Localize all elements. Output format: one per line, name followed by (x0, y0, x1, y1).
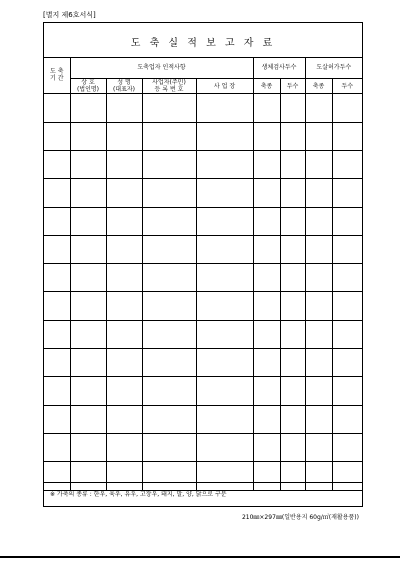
table-cell[interactable] (305, 207, 332, 235)
table-cell[interactable] (142, 264, 196, 292)
table-cell[interactable] (305, 320, 332, 348)
table-row (44, 320, 362, 348)
bottom-rule (0, 556, 400, 558)
table-cell[interactable] (196, 433, 253, 461)
table-cell[interactable] (305, 94, 332, 122)
table-row (44, 94, 362, 122)
header-permit-livestock-type: 축종 (305, 79, 332, 94)
table-cell[interactable] (106, 264, 142, 292)
table-cell[interactable] (253, 94, 280, 122)
header-live-livestock-type: 축종 (253, 79, 280, 94)
table-cell[interactable] (280, 179, 305, 207)
table-cell[interactable] (44, 179, 70, 207)
table-cell[interactable] (280, 264, 305, 292)
table-cell[interactable] (70, 292, 106, 320)
table-cell[interactable] (280, 377, 305, 405)
table-cell[interactable] (44, 94, 70, 122)
header-slaughter-person-info: 도축업자 인적사항 (70, 57, 253, 79)
table-cell[interactable] (332, 150, 362, 178)
table-cell[interactable] (106, 292, 142, 320)
table-cell[interactable] (253, 122, 280, 150)
table-cell[interactable] (305, 179, 332, 207)
table-cell[interactable] (70, 377, 106, 405)
table-cell[interactable] (70, 150, 106, 178)
table-cell[interactable] (253, 377, 280, 405)
table-row (44, 433, 362, 461)
table-cell[interactable] (70, 264, 106, 292)
table-row (44, 122, 362, 150)
table-cell[interactable] (44, 405, 70, 433)
table-cell[interactable] (142, 349, 196, 377)
table-cell[interactable] (70, 433, 106, 461)
table-row (44, 235, 362, 263)
table-cell[interactable] (332, 94, 362, 122)
table-cell[interactable] (253, 433, 280, 461)
table-cell[interactable] (332, 405, 362, 433)
table-cell[interactable] (332, 235, 362, 263)
table-cell[interactable] (106, 433, 142, 461)
table-row (44, 377, 362, 405)
table-cell[interactable] (253, 264, 280, 292)
table-cell[interactable] (196, 207, 253, 235)
header-address: 사 업 장 (196, 79, 253, 94)
table-cell[interactable] (253, 235, 280, 263)
table-cell[interactable] (332, 207, 362, 235)
table-cell[interactable] (305, 150, 332, 178)
table-cell[interactable] (332, 433, 362, 461)
table-cell[interactable] (196, 94, 253, 122)
table-cell[interactable] (305, 122, 332, 150)
table-cell[interactable] (70, 179, 106, 207)
table-cell[interactable] (106, 122, 142, 150)
table-cell[interactable] (70, 349, 106, 377)
header-live-head-count: 두수 (280, 79, 305, 94)
table-row (44, 349, 362, 377)
table-row (44, 150, 362, 178)
header-slaughter-period: 도 축 기 간 (44, 57, 70, 94)
livestock-type-footnote: ※ 가축의 종류 : 한우, 육우, 유우, 고장우, 돼지, 말, 양, 닭으로 구분 (44, 482, 362, 507)
table-cell[interactable] (106, 405, 142, 433)
table-cell[interactable] (305, 377, 332, 405)
table-cell[interactable] (253, 179, 280, 207)
table-cell[interactable] (253, 349, 280, 377)
table-cell[interactable] (44, 433, 70, 461)
table-cell[interactable] (196, 292, 253, 320)
table-cell[interactable] (305, 405, 332, 433)
table-row (44, 179, 362, 207)
table-cell[interactable] (106, 150, 142, 178)
table-cell[interactable] (142, 292, 196, 320)
table-cell[interactable] (70, 235, 106, 263)
table-cell[interactable] (70, 320, 106, 348)
table-cell[interactable] (196, 264, 253, 292)
table-cell[interactable] (44, 320, 70, 348)
table-cell[interactable] (305, 235, 332, 263)
table-cell[interactable] (280, 320, 305, 348)
table-cell[interactable] (332, 292, 362, 320)
table-cell[interactable] (106, 179, 142, 207)
table-cell[interactable] (280, 349, 305, 377)
table-cell[interactable] (106, 235, 142, 263)
table-cell[interactable] (280, 292, 305, 320)
table-cell[interactable] (44, 349, 70, 377)
table-cell[interactable] (253, 292, 280, 320)
table-cell[interactable] (196, 179, 253, 207)
table-cell[interactable] (280, 94, 305, 122)
table-cell[interactable] (196, 150, 253, 178)
table-cell[interactable] (305, 349, 332, 377)
table-cell[interactable] (106, 207, 142, 235)
table-cell[interactable] (106, 377, 142, 405)
header-registration-no: 사업자(주민) 등 록 번 호 (142, 79, 196, 94)
table-cell[interactable] (106, 94, 142, 122)
table-cell[interactable] (280, 122, 305, 150)
slaughter-report-table (44, 57, 362, 491)
table-cell[interactable] (142, 235, 196, 263)
table-cell[interactable] (44, 207, 70, 235)
form-code: [별지 제6호서식] (43, 11, 96, 19)
table-cell[interactable] (142, 94, 196, 122)
table-cell[interactable] (305, 264, 332, 292)
table-cell[interactable] (44, 377, 70, 405)
table-cell[interactable] (280, 433, 305, 461)
table-cell[interactable] (142, 207, 196, 235)
header-trade-name: 상 호 (법인명) (70, 79, 106, 94)
table-cell[interactable] (305, 433, 332, 461)
table-cell[interactable] (106, 349, 142, 377)
table-cell[interactable] (196, 377, 253, 405)
table-cell[interactable] (44, 235, 70, 263)
table-cell[interactable] (280, 207, 305, 235)
table-cell[interactable] (44, 122, 70, 150)
header-slaughter-permit-count: 도살허가두수 (305, 57, 362, 79)
table-cell[interactable] (196, 320, 253, 348)
table-cell[interactable] (332, 179, 362, 207)
table-cell[interactable] (70, 122, 106, 150)
table-cell[interactable] (280, 235, 305, 263)
table-cell[interactable] (253, 405, 280, 433)
table-cell[interactable] (253, 150, 280, 178)
table-row (44, 292, 362, 320)
table-row (44, 405, 362, 433)
table-cell[interactable] (70, 405, 106, 433)
table-cell[interactable] (280, 405, 305, 433)
table-cell[interactable] (332, 349, 362, 377)
table-cell[interactable] (70, 207, 106, 235)
header-permit-head-count: 두수 (332, 79, 362, 94)
table-cell[interactable] (196, 235, 253, 263)
table-cell[interactable] (70, 94, 106, 122)
table-cell[interactable] (332, 377, 362, 405)
table-cell[interactable] (142, 405, 196, 433)
table-cell[interactable] (106, 320, 142, 348)
table-cell[interactable] (280, 150, 305, 178)
table-cell[interactable] (253, 207, 280, 235)
paper-spec: 210㎜×297㎜(일반용지 60g/㎡(재활용품)) (241, 514, 359, 521)
table-cell[interactable] (44, 150, 70, 178)
table-cell[interactable] (142, 433, 196, 461)
table-cell[interactable] (142, 122, 196, 150)
table-cell[interactable] (142, 150, 196, 178)
form-title: 도 축 실 적 보 고 자 료 (130, 38, 276, 49)
table-cell[interactable] (196, 405, 253, 433)
table-cell[interactable] (44, 292, 70, 320)
table-cell[interactable] (44, 264, 70, 292)
table-cell[interactable] (332, 264, 362, 292)
table-cell[interactable] (142, 320, 196, 348)
table-cell[interactable] (332, 320, 362, 348)
table-cell[interactable] (196, 349, 253, 377)
table-cell[interactable] (253, 320, 280, 348)
header-live-inspection-count: 생체검사두수 (253, 57, 305, 79)
title-area (44, 23, 362, 58)
header-name: 성 명 (대표자) (106, 79, 142, 94)
table-cell[interactable] (142, 377, 196, 405)
table-cell[interactable] (142, 179, 196, 207)
table-cell[interactable] (332, 122, 362, 150)
table-cell[interactable] (305, 292, 332, 320)
report-form (43, 22, 363, 507)
table-cell[interactable] (196, 122, 253, 150)
table-row (44, 207, 362, 235)
table-row (44, 264, 362, 292)
